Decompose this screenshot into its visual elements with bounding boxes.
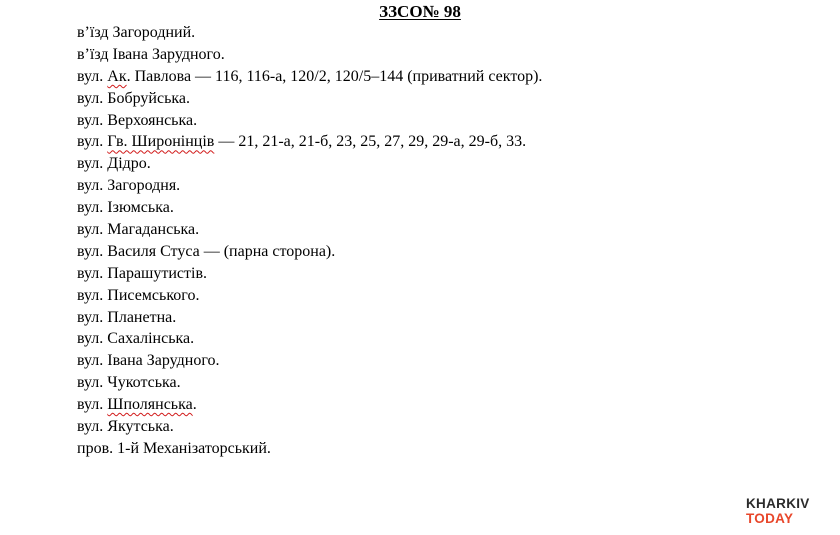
line-text: вул. Ізюмська. bbox=[77, 199, 174, 217]
line-text: вул. bbox=[77, 133, 108, 151]
address-line bbox=[77, 22, 542, 44]
spellcheck-flagged-word[interactable]: Шполянська bbox=[107, 396, 193, 414]
line-text: вул. Бобруйська. bbox=[77, 89, 190, 107]
address-line bbox=[77, 416, 542, 438]
address-line bbox=[77, 328, 542, 350]
address-line bbox=[77, 175, 542, 197]
line-text: вул. Якутська. bbox=[77, 418, 174, 436]
document-title: ЗЗСО№ 98 bbox=[379, 2, 461, 21]
line-text: . Павлова — 116, 116-а, 120/2, 120/5–144 (приватний сектор). bbox=[126, 67, 543, 85]
line-text: — 21, 21-а, 21-б, 23, 25, 27, 29, 29-а, 29-б, 33. bbox=[214, 133, 527, 151]
address-list bbox=[77, 22, 542, 460]
address-line bbox=[77, 307, 542, 329]
address-line bbox=[77, 88, 542, 110]
address-line bbox=[77, 350, 542, 372]
line-text: вул. Сахалінська. bbox=[77, 330, 195, 348]
line-text: вул. Писемського. bbox=[77, 286, 200, 304]
line-text: вул. Василя Стуса — (парна сторона). bbox=[77, 242, 336, 260]
spellcheck-flagged-word[interactable]: Гв. Широнінців bbox=[107, 133, 215, 151]
logo-line-kharkiv: KHARKIV bbox=[746, 496, 810, 511]
address-line bbox=[77, 110, 542, 132]
address-line bbox=[77, 131, 542, 153]
line-text: вул. Верхоянська. bbox=[77, 111, 198, 129]
line-text: вул. Магаданська. bbox=[77, 221, 200, 239]
line-text: вул. Чукотська. bbox=[77, 374, 181, 392]
address-line bbox=[77, 241, 542, 263]
address-line bbox=[77, 66, 542, 88]
line-text: вул. bbox=[77, 396, 108, 414]
logo-line-today: TODAY bbox=[746, 511, 794, 526]
line-text: вул. Івана Зарудного. bbox=[77, 352, 220, 370]
address-line bbox=[77, 153, 542, 175]
line-text: в’їзд Івана Зарудного. bbox=[77, 45, 225, 63]
address-line bbox=[77, 372, 542, 394]
address-line bbox=[77, 438, 542, 460]
line-text: вул. Дідро. bbox=[77, 155, 151, 173]
line-text: в’їзд Загородний. bbox=[77, 24, 196, 41]
line-text: вул. Планетна. bbox=[77, 308, 177, 326]
line-text: вул. bbox=[77, 67, 108, 85]
address-line bbox=[77, 44, 542, 66]
line-text: пров. 1-й Механізаторський. bbox=[77, 439, 271, 457]
address-line bbox=[77, 285, 542, 307]
line-text: . bbox=[192, 396, 197, 414]
address-line bbox=[77, 263, 542, 285]
line-text: вул. Парашутистів. bbox=[77, 264, 208, 282]
line-text: вул. Загородня. bbox=[77, 177, 181, 195]
kharkiv-today-logo bbox=[746, 496, 810, 526]
address-line bbox=[77, 219, 542, 241]
address-line bbox=[77, 394, 542, 416]
address-line bbox=[77, 197, 542, 219]
spellcheck-flagged-word[interactable]: Ак bbox=[107, 67, 127, 85]
